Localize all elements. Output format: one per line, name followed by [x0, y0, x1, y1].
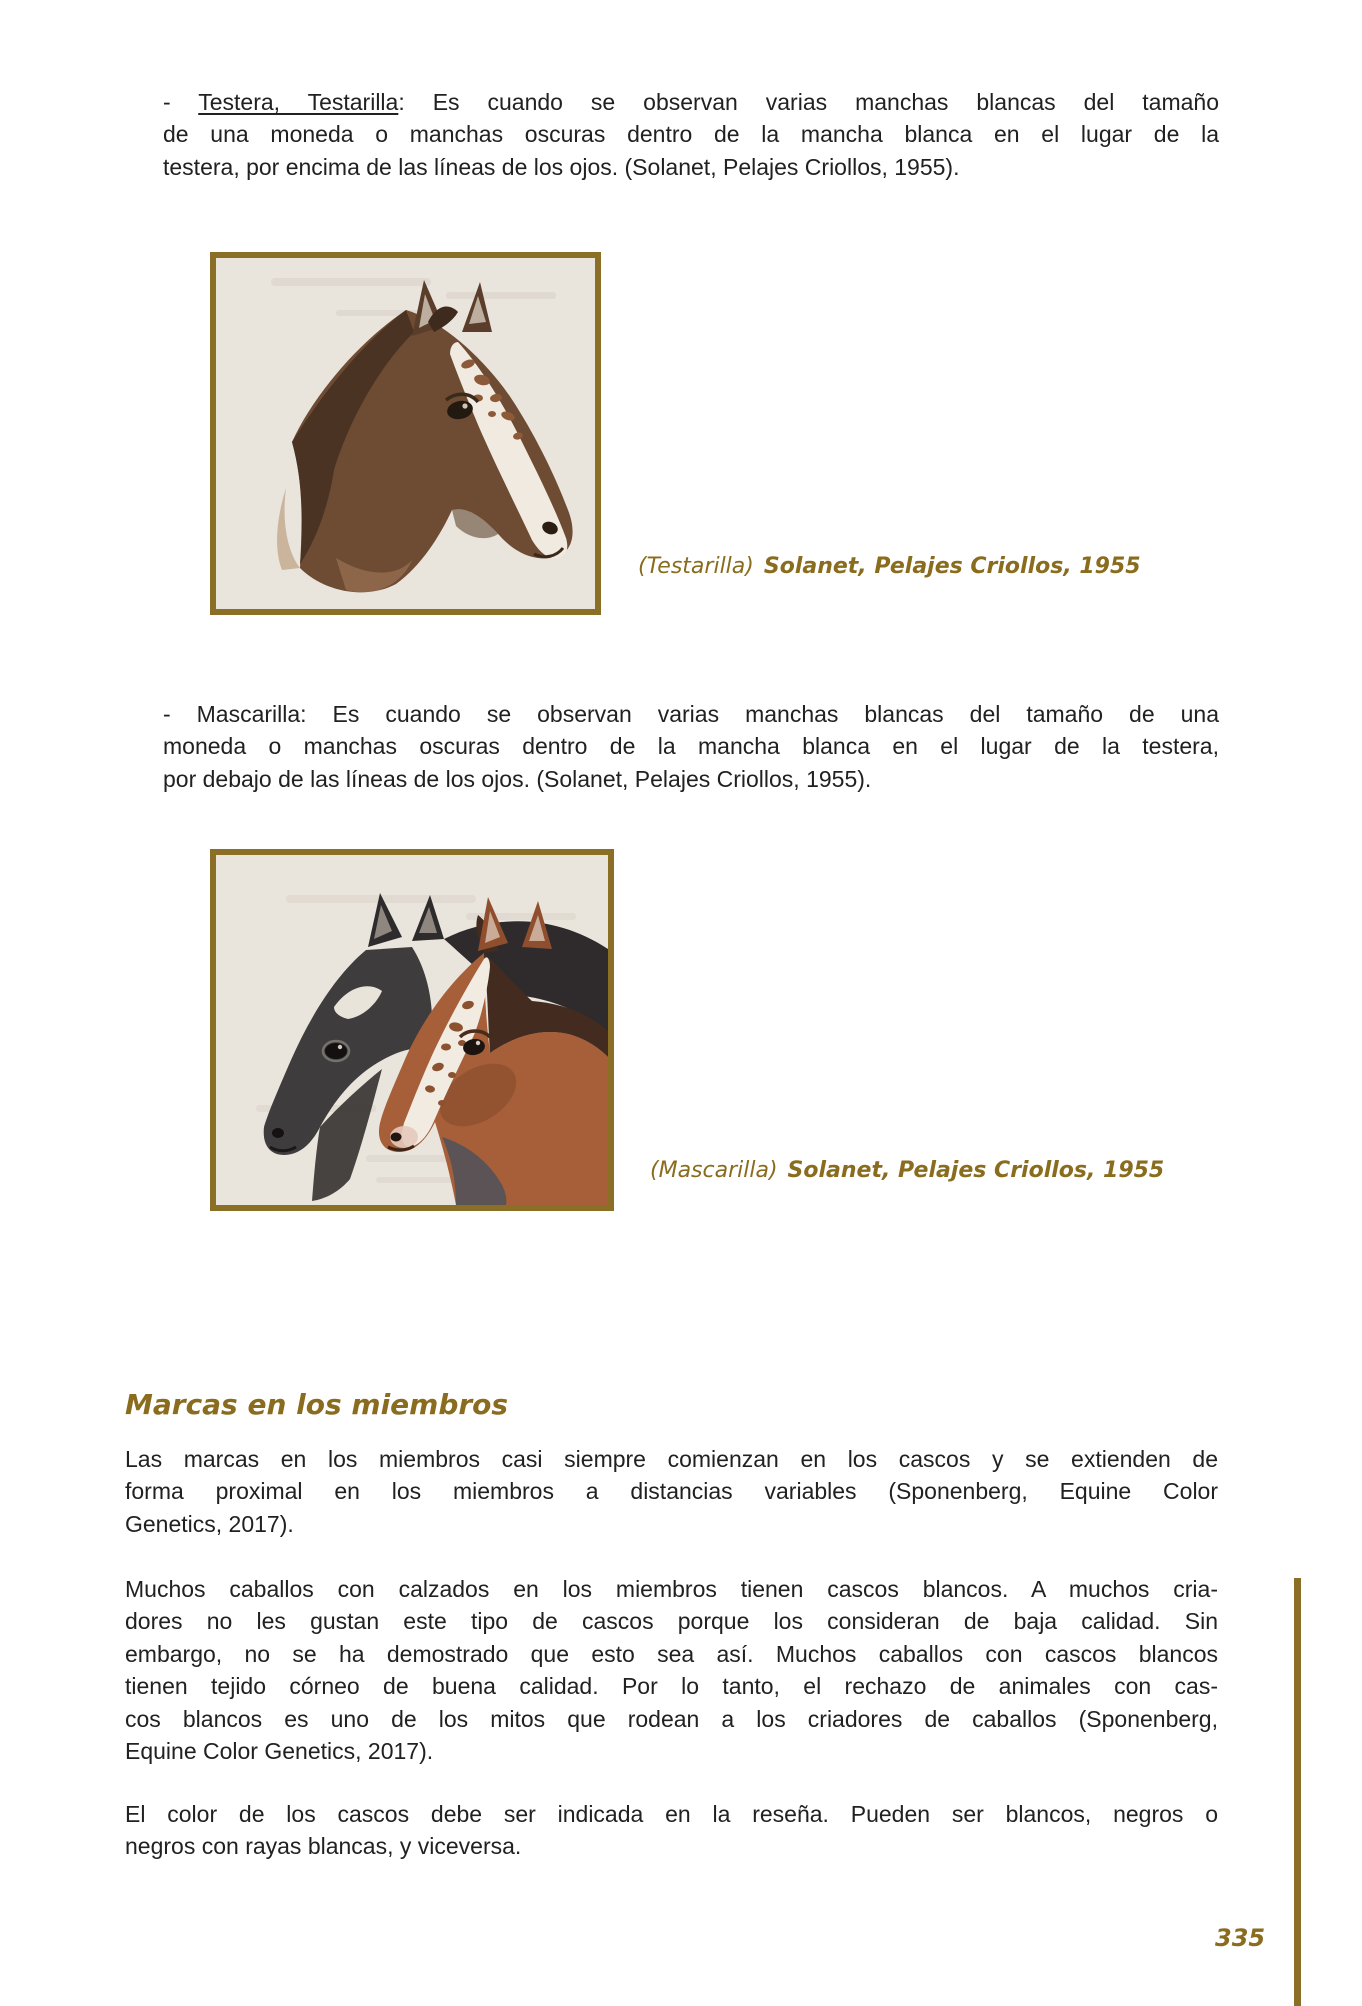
paragraph-marcas-1-line1: Las marcas en los miembros casi siempre comienzan en los cascos y se extienden de — [125, 1446, 1218, 1472]
paragraph-marcas-2-line2: dores no les gustan este tipo de cascos porque los consideran de baja calidad. Sin — [125, 1608, 1218, 1635]
paragraph-marcas-2-line5: cos blancos es uno de los mitos que rodean a los criadores de caballos (Sponenberg, — [125, 1705, 1218, 1732]
caption-mascarilla-source: Solanet, Pelajes Criollos, 1955 — [787, 1158, 1165, 1183]
paragraph-testera-line1-rest: : Es cuando se observan varias manchas blancas del tamaño — [398, 89, 1219, 115]
paragraph-testera — [163, 86, 1219, 183]
paragraph-mascarilla — [163, 698, 1219, 795]
paragraph-testera-line2: de una moneda o manchas oscuras dentro de la mancha blanca en el lugar de la — [163, 121, 1219, 148]
paragraph-marcas-1 — [125, 1443, 1218, 1540]
caption-testarilla — [638, 554, 1141, 579]
paragraph-marcas-3-line2: negros con rayas blancas, y viceversa. — [125, 1833, 522, 1860]
page-number: 335 — [1215, 1924, 1266, 1952]
paragraph-marcas-1-line3: Genetics, 2017). — [125, 1510, 294, 1537]
dark-horse-nostril — [272, 1128, 284, 1138]
paragraph-marcas-2-line1: Muchos caballos con calzados en los miembros tienen cascos blancos. A muchos cria- — [125, 1576, 1218, 1602]
mascarilla-horses-illustration — [216, 855, 608, 1205]
dash-prefix: - — [163, 89, 199, 115]
term-testera-underlined: Testera, Testarilla — [198, 89, 399, 115]
caption-testarilla-source: Solanet, Pelajes Criollos, 1955 — [763, 554, 1141, 579]
paragraph-marcas-2 — [125, 1573, 1218, 1767]
paragraph-marcas-2-line6: Equine Color Genetics, 2017). — [125, 1738, 434, 1765]
caption-testarilla-label: (Testarilla) — [638, 554, 754, 579]
paragraph-testera-line1 — [163, 86, 1219, 118]
testarilla-figure — [210, 252, 601, 615]
paragraph-testera-line3: testera, por encima de las líneas de los ojos. (Solanet, Pelajes Criollos, 1955). — [163, 153, 960, 180]
paragraph-mascarilla-line3: por debajo de las líneas de los ojos. (Solanet, Pelajes Criollos, 1955). — [163, 765, 872, 792]
right-margin-rule — [1294, 1578, 1301, 2006]
caption-mascarilla — [650, 1158, 1164, 1183]
paragraph-marcas-2-line3: embargo, no se ha demostrado que esto sea así. Muchos caballos con cascos blancos — [125, 1640, 1218, 1667]
chestnut-nostril — [391, 1133, 402, 1142]
testarilla-horse-illustration — [216, 258, 595, 609]
paragraph-mascarilla-line2: moneda o manchas oscuras dentro de la mancha blanca en el lugar de la testera, — [163, 733, 1219, 760]
paragraph-marcas-3 — [125, 1798, 1218, 1863]
paragraph-marcas-2-line4: tienen tejido córneo de buena calidad. Por lo tanto, el rechazo de animales con cas- — [125, 1673, 1218, 1700]
section-heading-marcas-en-los-miembros: Marcas en los miembros — [125, 1388, 509, 1421]
mascarilla-figure — [210, 849, 614, 1211]
paragraph-marcas-1-line2: forma proximal en los miembros a distancias variables (Sponenberg, Equine Color — [125, 1478, 1218, 1505]
paragraph-marcas-3-line1: El color de los cascos debe ser indicada en la reseña. Pueden ser blancos, negros o — [125, 1801, 1218, 1827]
caption-mascarilla-label: (Mascarilla) — [650, 1158, 778, 1183]
paragraph-mascarilla-line1: - Mascarilla: Es cuando se observan varias manchas blancas del tamaño de una — [163, 701, 1219, 727]
